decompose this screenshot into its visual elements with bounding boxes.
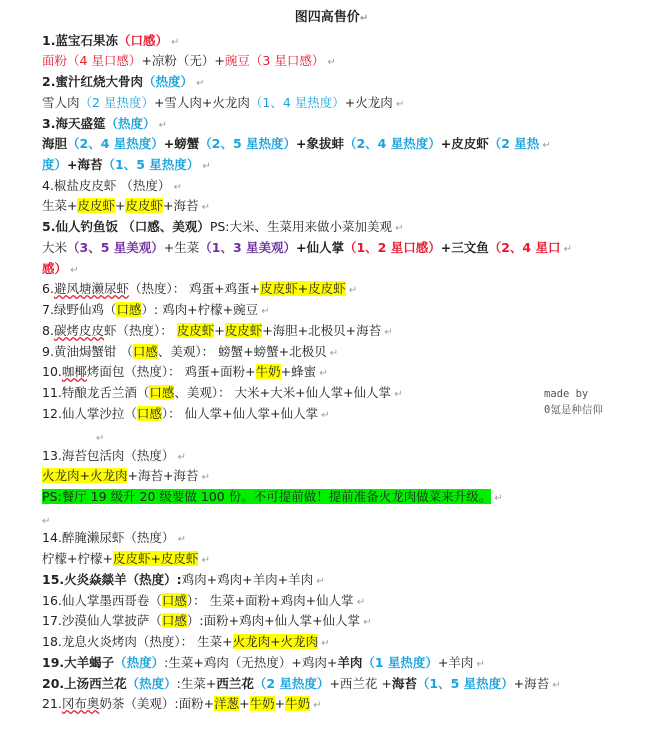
- text-line: [42, 196, 210, 216]
- text-line: [42, 362, 328, 382]
- paragraph-mark-icon: ↵: [155, 120, 168, 131]
- paragraph-mark-icon: ↵: [381, 327, 393, 338]
- text-segment: 13.海苔包活肉（热度）: [42, 448, 175, 463]
- paragraph-mark-icon: ↵: [42, 516, 51, 527]
- text-line: [42, 72, 205, 92]
- text-segment: 雪人肉: [42, 95, 80, 110]
- text-segment: +西兰花 +: [329, 676, 392, 691]
- paragraph-mark-icon: ↵: [170, 182, 182, 193]
- text-line: [42, 217, 404, 237]
- text-segment: （口感）: [117, 33, 168, 48]
- text-segment: （1、5 星热度）: [102, 157, 200, 172]
- text-segment: 3.海天盛筵: [42, 116, 106, 131]
- text-line: [42, 31, 180, 51]
- text-segment: 口感: [136, 406, 162, 421]
- text-line: [42, 611, 372, 631]
- text-segment: （2、4 星热度）: [67, 136, 164, 151]
- text-segment: +: [214, 323, 225, 338]
- paragraph-mark-icon: ↵: [313, 576, 325, 587]
- paragraph-mark-icon: ↵: [549, 680, 561, 691]
- paragraph-mark-icon: ↵: [353, 597, 366, 608]
- text-segment: 海苔: [391, 676, 417, 691]
- text-segment: 皮皮虾: [125, 198, 163, 213]
- text-segment: 火龙肉+火龙肉: [42, 468, 128, 483]
- credit-line-2: 0氪是种信仰: [544, 404, 603, 416]
- paragraph-mark-icon: ↵: [473, 659, 485, 670]
- text-segment: 5.仙人钓鱼饭 （口感、美观）: [42, 219, 210, 234]
- text-segment: 口感: [116, 302, 142, 317]
- text-segment: +皮皮虾: [440, 136, 489, 151]
- text-segment: （热度）: [126, 676, 177, 691]
- text-segment: 皮皮虾+皮皮虾: [112, 551, 199, 566]
- paragraph-mark-icon: ↵: [539, 140, 551, 151]
- text-segment: 18.龙息火炎烤肉（热度）： 生菜+: [42, 634, 233, 649]
- text-segment: （1、5 星热度）: [416, 676, 514, 691]
- text-segment: 皮皮虾: [224, 323, 263, 338]
- text-segment: 面粉（4 星口感）: [42, 53, 142, 68]
- text-segment: 冈布奥: [61, 696, 100, 711]
- text-segment: 度）: [42, 157, 68, 172]
- text-segment: +: [274, 696, 286, 711]
- text-segment: +海苔: [163, 198, 199, 213]
- text-segment: +螃蟹: [163, 136, 200, 151]
- text-segment: :生菜+鸡肉（无热度）+鸡肉+: [164, 655, 338, 670]
- text-line: [42, 342, 338, 362]
- text-segment: 20.上汤西兰花: [42, 676, 127, 691]
- text-line: [42, 466, 210, 486]
- paragraph-mark-icon: ↵: [198, 555, 210, 566]
- text-segment: 皮皮虾+皮皮虾: [260, 281, 346, 296]
- paragraph-mark-icon: ↵: [167, 37, 180, 48]
- text-line: [42, 134, 551, 154]
- paragraph-mark-icon: ↵: [96, 433, 105, 444]
- text-line: [42, 321, 393, 341]
- text-line: [42, 694, 322, 714]
- text-segment: 9.黄油焗蟹钳 （: [42, 344, 133, 359]
- text-line: [42, 674, 561, 694]
- text-segment: 避风塘濑尿虾: [53, 281, 129, 296]
- text-segment: （2、4 星口: [488, 240, 561, 255]
- text-line: [42, 51, 336, 71]
- text-segment: 4.椒盐皮皮虾 （热度）: [42, 178, 171, 193]
- text-segment: +海苔: [67, 157, 103, 172]
- empty-line: [96, 427, 104, 447]
- text-line: [42, 549, 210, 569]
- text-line: [42, 383, 403, 403]
- text-segment: （2、5 星热度）: [199, 136, 296, 151]
- text-segment: （热度）: [105, 116, 156, 131]
- text-segment: 17.沙漠仙人掌披萨（: [42, 613, 162, 628]
- text-segment: 牛奶: [285, 696, 311, 711]
- paragraph-mark-icon: ↵: [199, 161, 211, 172]
- text-segment: 19.大羊蝎子: [42, 655, 115, 670]
- text-segment: +象拔蚌: [296, 136, 344, 151]
- text-segment: 虾（热度）：: [103, 323, 177, 338]
- text-segment: 生菜+: [42, 198, 78, 213]
- text-line: [42, 404, 330, 424]
- paragraph-mark-icon: ↵: [391, 389, 403, 400]
- text-line: [42, 570, 325, 590]
- text-segment: +仙人掌: [296, 240, 344, 255]
- paragraph-mark-icon: ↵: [316, 368, 328, 379]
- text-segment: （热度）: [142, 74, 193, 89]
- text-segment: ）:面粉+鸡肉+仙人掌+仙人掌: [186, 613, 361, 628]
- paragraph-mark-icon: ↵: [258, 306, 270, 317]
- text-line: [42, 300, 270, 320]
- text-line: [42, 114, 167, 134]
- text-line: [42, 238, 572, 258]
- text-segment: 12.仙人掌沙拉（: [42, 406, 137, 421]
- paragraph-mark-icon: ↵: [67, 265, 79, 276]
- text-segment: PS:大米、生菜用来做小菜加美观: [209, 219, 392, 234]
- text-line: [42, 528, 186, 548]
- paragraph-mark-icon: ↵: [318, 410, 330, 421]
- text-segment: +海苔+海苔: [127, 468, 199, 483]
- text-segment: +三文鱼: [440, 240, 489, 255]
- credit-line-1: made by: [544, 388, 589, 400]
- text-segment: +蜂蜜: [280, 364, 317, 379]
- text-segment: 11.特酿龙舌兰酒（: [42, 385, 150, 400]
- text-segment: 2.蜜汁红烧大骨肉: [42, 74, 143, 89]
- text-segment: 羊肉: [337, 655, 363, 670]
- text-segment: +羊肉: [437, 655, 474, 670]
- text-segment: 14.醉腌濑尿虾（热度）: [42, 530, 175, 545]
- text-segment: 、美观）： 螃蟹+螃蟹+北极贝: [157, 344, 327, 359]
- text-segment: （1、2 星口感）: [343, 240, 441, 255]
- paragraph-mark-icon: ↵: [174, 534, 186, 545]
- text-segment: +生菜: [163, 240, 200, 255]
- text-line: [42, 279, 357, 299]
- text-segment: 柠檬+柠檬+: [42, 551, 113, 566]
- text-segment: （1、3 星美观）: [199, 240, 296, 255]
- text-segment: ）： 生菜+面粉+鸡肉+仙人掌: [186, 593, 354, 608]
- paragraph-mark-icon: ↵: [491, 493, 503, 504]
- text-segment: 大米: [42, 240, 68, 255]
- text-segment: 口感: [161, 593, 187, 608]
- text-segment: +: [115, 198, 126, 213]
- text-segment: 口感: [149, 385, 175, 400]
- paragraph-mark-icon: ↵: [310, 700, 322, 711]
- text-segment: 火龙肉+火龙肉: [232, 634, 319, 649]
- text-line: [42, 487, 503, 507]
- paragraph-mark-icon: ↵: [359, 13, 369, 24]
- text-segment: 感）: [42, 261, 68, 276]
- text-segment: 碳烤皮皮: [53, 323, 104, 338]
- paragraph-mark-icon: ↵: [198, 472, 210, 483]
- paragraph-mark-icon: ↵: [360, 617, 372, 628]
- text-segment: 皮皮虾: [176, 323, 215, 338]
- page-title: 图四高售价↵: [294, 10, 369, 25]
- text-line: [42, 155, 211, 175]
- text-segment: 烤面包（热度）： 鸡蛋+面粉+: [86, 364, 256, 379]
- text-line: [42, 446, 186, 466]
- paragraph-mark-icon: ↵: [192, 78, 205, 89]
- paragraph-mark-icon: ↵: [392, 99, 405, 110]
- text-line: [42, 632, 330, 652]
- text-segment: PS:餐厅 19 级升 20 级要做 100 份。不可提前做！提前准备火龙肉做菜来升级。: [42, 489, 492, 504]
- text-segment: 10.: [42, 364, 62, 379]
- text-segment: 7.绿野仙鸡（: [42, 302, 117, 317]
- text-segment: 奶茶（美观）:面粉+: [99, 696, 215, 711]
- text-segment: 15.火炎焱燚羊（热度）:: [42, 572, 182, 587]
- text-segment: （3、5 星美观）: [67, 240, 164, 255]
- paragraph-mark-icon: ↵: [392, 223, 404, 234]
- text-segment: 口感: [161, 613, 187, 628]
- text-segment: +海苔: [513, 676, 550, 691]
- text-segment: 6.: [42, 281, 54, 296]
- text-line: [42, 653, 485, 673]
- text-segment: 8.: [42, 323, 54, 338]
- text-line: [42, 259, 79, 279]
- text-segment: +雪人肉+火龙肉: [153, 95, 250, 110]
- paragraph-mark-icon: ↵: [174, 452, 186, 463]
- text-line: [42, 93, 404, 113]
- text-segment: （1 星热度）: [362, 655, 438, 670]
- text-segment: （2 星热度）: [79, 95, 154, 110]
- text-segment: 鸡肉+鸡肉+羊肉+羊肉: [181, 572, 314, 587]
- text-segment: 咖椰: [61, 364, 87, 379]
- text-segment: 西兰花: [216, 676, 254, 691]
- text-segment: （2 星热: [488, 136, 540, 151]
- text-segment: 洋葱: [214, 696, 240, 711]
- empty-line: [42, 510, 50, 530]
- paragraph-mark-icon: ↵: [326, 348, 339, 359]
- text-segment: 豌豆（3 星口感）: [224, 53, 325, 68]
- text-segment: （热度）: [114, 655, 165, 670]
- paragraph-mark-icon: ↵: [560, 244, 573, 255]
- text-line: [42, 176, 182, 196]
- text-segment: 皮皮虾: [77, 198, 115, 213]
- text-segment: +凉粉（无）+: [141, 53, 225, 68]
- text-segment: （1、4 星热度）: [249, 95, 345, 110]
- text-segment: 牛奶: [255, 364, 281, 379]
- paragraph-mark-icon: ↵: [198, 202, 211, 213]
- text-line: [42, 591, 365, 611]
- text-segment: ）： 仙人掌+仙人掌+仙人掌: [161, 406, 319, 421]
- text-segment: 海胆: [42, 136, 68, 151]
- text-segment: （热度）： 鸡蛋+鸡蛋+: [128, 281, 261, 296]
- paragraph-mark-icon: ↵: [345, 285, 358, 296]
- text-segment: 口感: [132, 344, 158, 359]
- text-segment: +: [239, 696, 250, 711]
- text-segment: 16.仙人掌墨西哥卷（: [42, 593, 162, 608]
- text-segment: :生菜+: [176, 676, 217, 691]
- text-segment: （2 星热度）: [253, 676, 330, 691]
- author-credit: [544, 386, 603, 418]
- text-segment: 21.: [42, 696, 62, 711]
- text-segment: ）: 鸡肉+柠檬+豌豆: [141, 302, 259, 317]
- text-segment: （2、4 星热度）: [343, 136, 441, 151]
- text-segment: 、美观）： 大米+大米+仙人掌+仙人掌: [174, 385, 392, 400]
- text-segment: 牛奶: [249, 696, 275, 711]
- text-segment: +火龙肉: [344, 95, 393, 110]
- paragraph-mark-icon: ↵: [324, 57, 336, 68]
- text-segment: +海胆+北极贝+海苔: [262, 323, 382, 338]
- paragraph-mark-icon: ↵: [318, 638, 330, 649]
- text-segment: 1.蓝宝石果冻: [42, 33, 118, 48]
